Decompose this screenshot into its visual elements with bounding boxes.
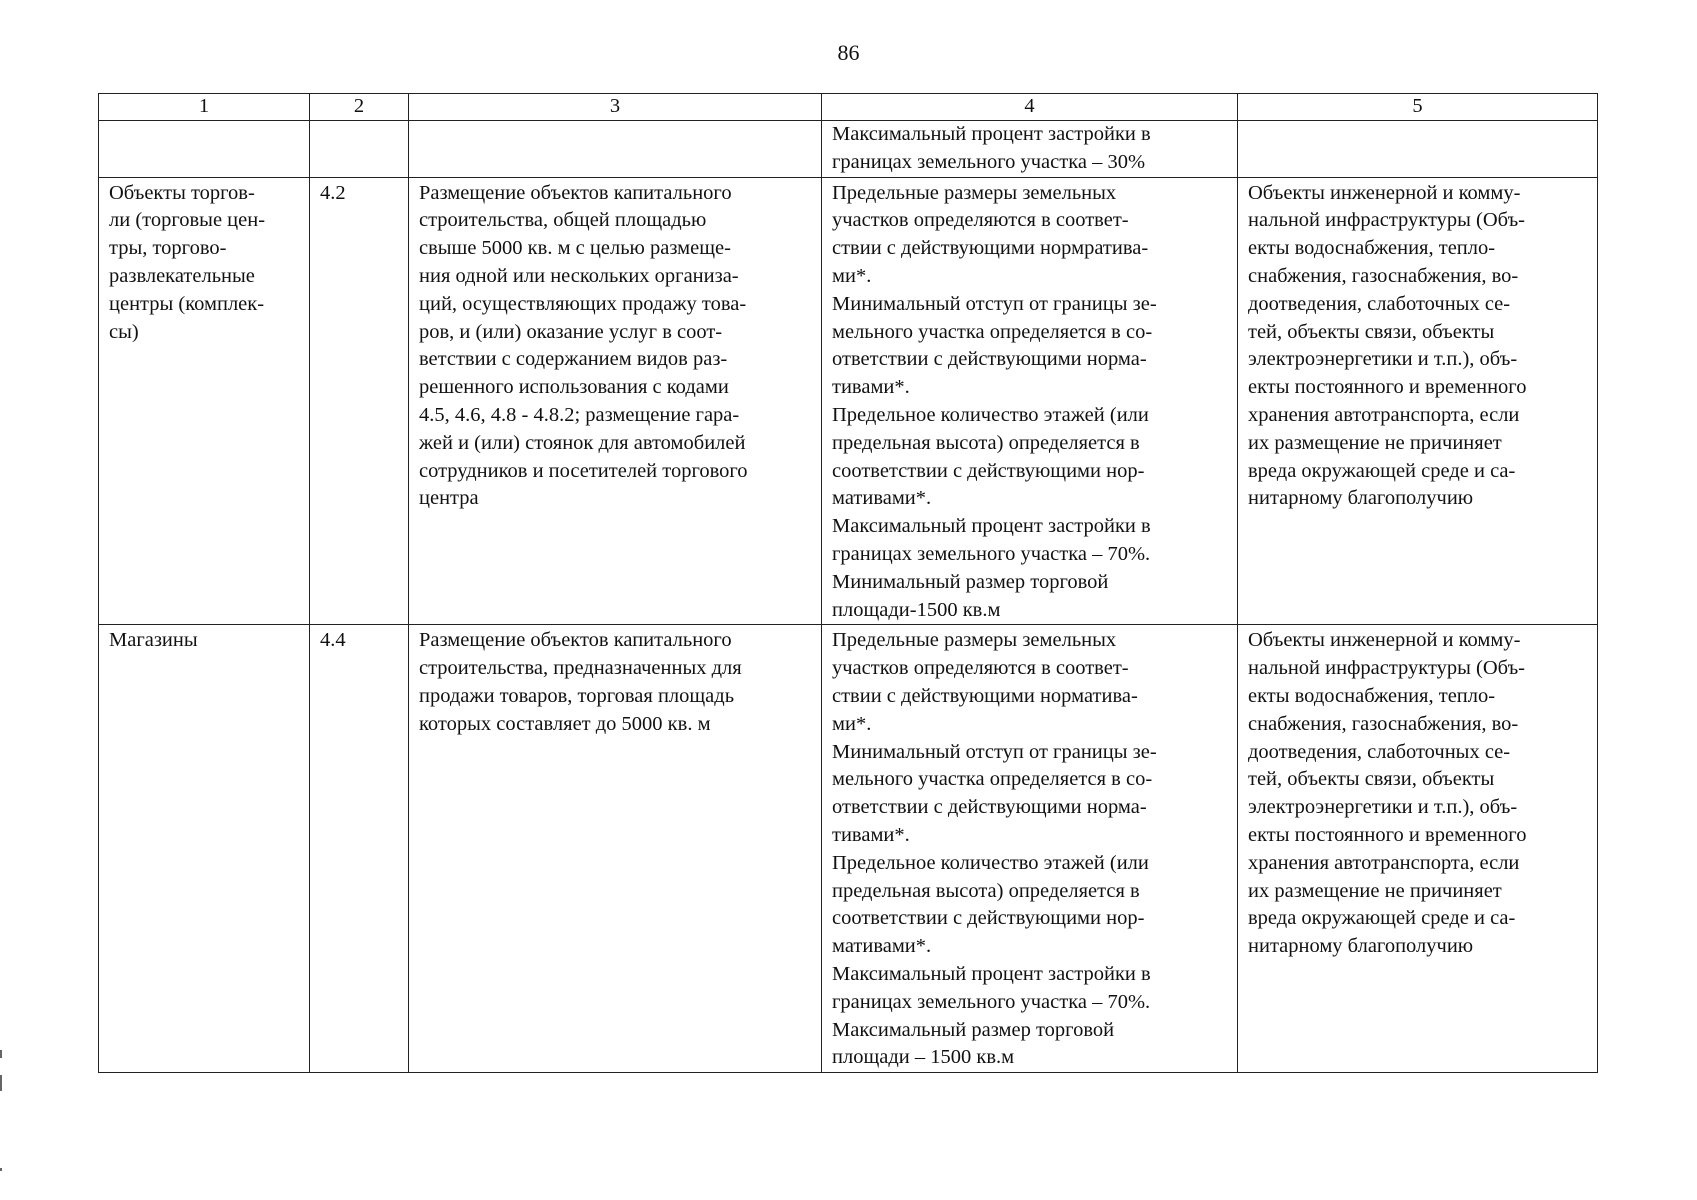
text-line: ций, осуществляющих продажу това- bbox=[419, 292, 747, 315]
text-line: вреда окружающей среде и са- bbox=[1248, 907, 1516, 930]
auxiliary-uses-cell bbox=[1238, 625, 1598, 1073]
text-line: Предельные размеры земельных bbox=[832, 629, 1117, 652]
text-line: тей, объекты связи, объекты bbox=[1248, 768, 1495, 791]
text-line: границах земельного участка – 30% bbox=[832, 150, 1146, 173]
column-header: 5 bbox=[1238, 94, 1598, 121]
text-line: соответствии с действующими нор- bbox=[832, 459, 1145, 482]
text-line: снабжения, газоснабжения, во- bbox=[1248, 264, 1519, 287]
text-line: ответствии с действующими норма- bbox=[832, 348, 1147, 371]
zoning-table bbox=[98, 93, 1598, 1073]
table-cell-empty bbox=[1238, 121, 1598, 178]
text-line: Максимальный процент застройки в bbox=[832, 962, 1151, 985]
text-line: Предельное количество этажей (или bbox=[832, 403, 1149, 426]
text-line: тей, объекты связи, объекты bbox=[1248, 320, 1495, 343]
column-header: 4 bbox=[822, 94, 1238, 121]
text-line: жей и (или) стоянок для автомобилей bbox=[419, 431, 746, 454]
text-line: мативами*. bbox=[832, 935, 932, 958]
text-line: строительства, предназначенных для bbox=[419, 657, 742, 680]
scan-margin-mark bbox=[0, 1168, 2, 1171]
text-line: мельного участка определяется в со- bbox=[832, 768, 1153, 791]
text-line: участков определяются в соответ- bbox=[832, 657, 1129, 680]
text-line: хранения автотранспорта, если bbox=[1248, 851, 1520, 874]
description-cell bbox=[409, 625, 822, 1073]
page-number: 86 bbox=[837, 40, 860, 65]
text-line: доотведения, слаботочных се- bbox=[1248, 740, 1511, 763]
text-line: нальной инфраструктуры (Объ- bbox=[1248, 209, 1526, 232]
text-line: площади – 1500 кв.м bbox=[832, 1046, 1015, 1069]
text-line: Объекты торгов- bbox=[109, 181, 255, 204]
column-header: 1 bbox=[99, 94, 310, 121]
use-name-cell bbox=[99, 625, 310, 1073]
parameters-cell bbox=[822, 121, 1238, 178]
text-line: центра bbox=[419, 487, 479, 510]
text-line: электроэнергетики и т.п.), объ- bbox=[1248, 348, 1518, 371]
text-line: Размещение объектов капитального bbox=[419, 181, 732, 204]
text-line: Размещение объектов капитального bbox=[419, 629, 732, 652]
text-line: строительства, общей площадью bbox=[419, 209, 707, 232]
text-line: тры, торгово- bbox=[109, 237, 227, 260]
text-line: ствии с действующими норматива- bbox=[832, 684, 1138, 707]
description-cell bbox=[409, 177, 822, 625]
text-line: нитарному благополучию bbox=[1248, 935, 1474, 958]
text-line: хранения автотранспорта, если bbox=[1248, 403, 1520, 426]
text-line: ветствии с содержанием видов раз- bbox=[419, 348, 728, 371]
text-line: Максимальный процент застройки в bbox=[832, 123, 1151, 145]
text-line: продажи товаров, торговая площадь bbox=[419, 684, 735, 707]
text-line: снабжения, газоснабжения, во- bbox=[1248, 712, 1519, 735]
text-line: ми*. bbox=[832, 264, 872, 287]
text-line: ствии с действующими нормратива- bbox=[832, 237, 1149, 260]
text-line: развлекательные bbox=[109, 264, 255, 287]
text-line: Объекты инженерной и комму- bbox=[1248, 181, 1521, 204]
use-code-cell: 4.2 bbox=[310, 177, 409, 625]
text-line: доотведения, слаботочных се- bbox=[1248, 292, 1511, 315]
text-line: соответствии с действующими нор- bbox=[832, 907, 1145, 930]
text-line: Объекты инженерной и комму- bbox=[1248, 629, 1521, 652]
text-line: Предельное количество этажей (или bbox=[832, 851, 1149, 874]
table-row bbox=[99, 177, 1598, 625]
text-line: сы) bbox=[109, 320, 139, 343]
continuation-row bbox=[99, 121, 1598, 178]
text-line: ли (торговые цен- bbox=[109, 209, 266, 232]
column-header: 3 bbox=[409, 94, 822, 121]
text-line: 4.5, 4.6, 4.8 - 4.8.2; размещение гара- bbox=[419, 403, 740, 426]
text-line: границах земельного участка – 70%. bbox=[832, 990, 1151, 1013]
text-line: нитарному благополучию bbox=[1248, 487, 1474, 510]
text-line: Минимальный отступ от границы зе- bbox=[832, 740, 1157, 763]
text-line: Минимальный отступ от границы зе- bbox=[832, 292, 1157, 315]
text-line: их размещение не причиняет bbox=[1248, 431, 1502, 454]
text-line: Предельные размеры земельных bbox=[832, 181, 1117, 204]
text-line: нальной инфраструктуры (Объ- bbox=[1248, 657, 1526, 680]
text-line: границах земельного участка – 70%. bbox=[832, 542, 1151, 565]
text-line: тивами*. bbox=[832, 376, 910, 399]
text-line: мельного участка определяется в со- bbox=[832, 320, 1153, 343]
text-line: которых составляет до 5000 кв. м bbox=[419, 712, 711, 735]
text-line: ми*. bbox=[832, 712, 872, 735]
text-line: Минимальный размер торговой bbox=[832, 570, 1109, 593]
text-line: центры (комплек- bbox=[109, 292, 265, 315]
text-line: свыше 5000 кв. м с целью размеще- bbox=[419, 237, 731, 260]
table-cell-empty bbox=[409, 121, 822, 178]
text-line: екты водоснабжения, тепло- bbox=[1248, 237, 1496, 260]
table-row bbox=[99, 625, 1598, 1073]
text-line: электроэнергетики и т.п.), объ- bbox=[1248, 796, 1518, 819]
text-line: предельная высота) определяется в bbox=[832, 431, 1140, 454]
use-code-cell: 4.4 bbox=[310, 625, 409, 1073]
parameters-cell bbox=[822, 177, 1238, 625]
text-line: вреда окружающей среде и са- bbox=[1248, 459, 1516, 482]
table-header-row bbox=[99, 94, 1598, 121]
text-line: сотрудников и посетителей торгового bbox=[419, 459, 748, 482]
use-name-cell bbox=[99, 177, 310, 625]
text-line: Максимальный процент застройки в bbox=[832, 515, 1151, 538]
text-line: площади-1500 кв.м bbox=[832, 598, 1001, 621]
column-header: 2 bbox=[310, 94, 409, 121]
text-line: их размещение не причиняет bbox=[1248, 879, 1502, 902]
text-line: Максимальный размер торговой bbox=[832, 1018, 1115, 1041]
auxiliary-uses-cell bbox=[1238, 177, 1598, 625]
text-line: тивами*. bbox=[832, 823, 910, 846]
scan-margin-mark bbox=[0, 1075, 2, 1091]
text-line: решенного использования с кодами bbox=[419, 376, 729, 399]
table-cell-empty bbox=[310, 121, 409, 178]
text-line: участков определяются в соответ- bbox=[832, 209, 1129, 232]
text-line: ния одной или нескольких организа- bbox=[419, 264, 739, 287]
text-line: мативами*. bbox=[832, 487, 932, 510]
text-line: ответствии с действующими норма- bbox=[832, 796, 1147, 819]
scan-margin-mark bbox=[0, 1050, 2, 1058]
text-line: екты постоянного и временного bbox=[1248, 823, 1527, 846]
text-line: предельная высота) определяется в bbox=[832, 879, 1140, 902]
text-line: екты водоснабжения, тепло- bbox=[1248, 684, 1496, 707]
parameters-cell bbox=[822, 625, 1238, 1073]
table-cell-empty bbox=[99, 121, 310, 178]
text-line: екты постоянного и временного bbox=[1248, 376, 1527, 399]
text-line: Магазины bbox=[109, 629, 198, 652]
text-line: ров, и (или) оказание услуг в соот- bbox=[419, 320, 723, 343]
